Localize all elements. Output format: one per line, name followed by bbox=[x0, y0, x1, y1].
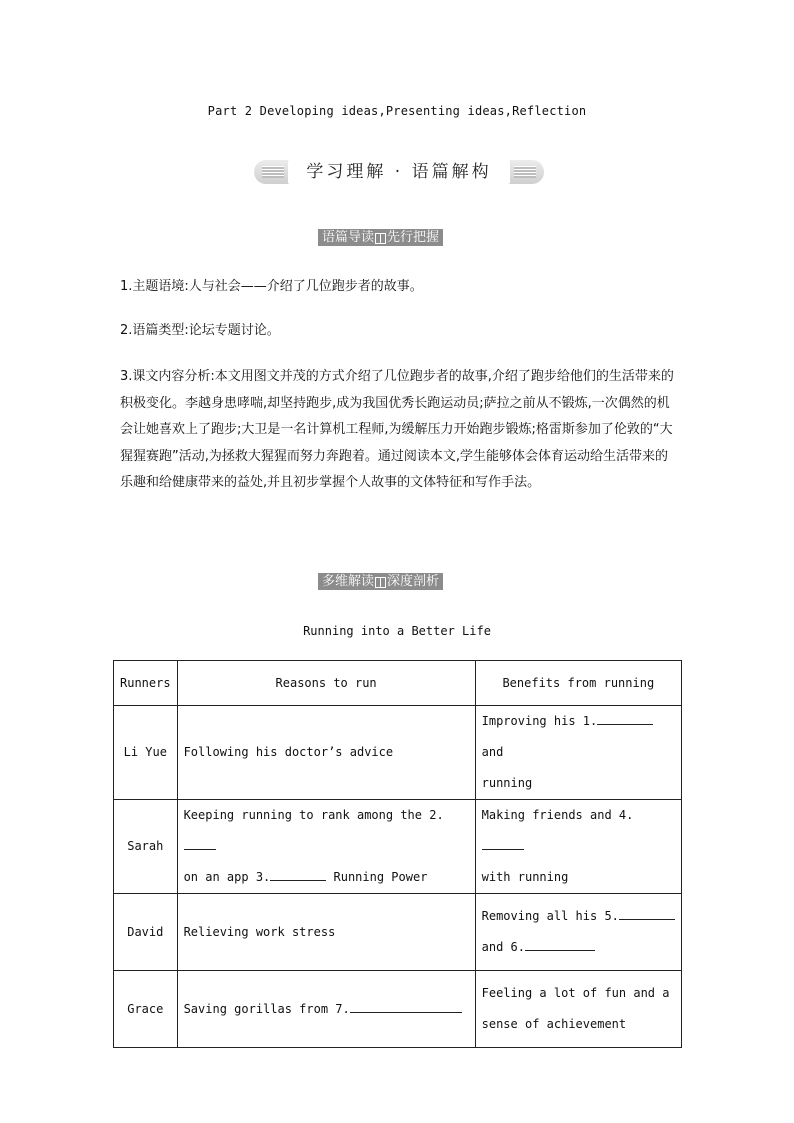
reason-cell bbox=[177, 894, 475, 971]
benefit-cell bbox=[475, 706, 681, 800]
section-banner bbox=[254, 160, 544, 184]
blank-2[interactable] bbox=[184, 837, 216, 850]
blank-5[interactable] bbox=[619, 907, 675, 920]
reason-text: Following his doctor’s advice bbox=[183, 745, 394, 759]
runners-table bbox=[113, 660, 682, 1048]
part-title: Part 2 Developing ideas,Presenting ideas,Reflection bbox=[207, 104, 587, 118]
reason-cell bbox=[177, 706, 475, 800]
blank-7[interactable] bbox=[350, 1000, 462, 1013]
runner-name: David bbox=[114, 894, 178, 971]
table-title: Running into a Better Life bbox=[303, 624, 491, 638]
blank-1[interactable] bbox=[597, 712, 653, 725]
header-reasons: Reasons to run bbox=[177, 661, 475, 706]
book-icon bbox=[375, 576, 386, 587]
blank-3[interactable] bbox=[270, 868, 326, 881]
benefit-text: Removing all his 5. bbox=[481, 909, 619, 923]
benefit-cell bbox=[475, 971, 681, 1048]
blank-6[interactable] bbox=[525, 938, 595, 951]
reason-cell bbox=[177, 800, 475, 894]
banner-left-decoration bbox=[262, 166, 284, 178]
tag-right-text: 深度剖析 bbox=[387, 574, 440, 589]
benefit-text: and 6. bbox=[481, 940, 525, 954]
banner-title: 学习理解 · 语篇解构 bbox=[306, 162, 492, 182]
table-row bbox=[114, 971, 682, 1048]
table-header-row bbox=[114, 661, 682, 706]
table-row bbox=[114, 706, 682, 800]
header-benefits: Benefits from running bbox=[475, 661, 681, 706]
reason-cell bbox=[177, 971, 475, 1048]
benefit-text: sense of achievement bbox=[481, 1017, 627, 1031]
reason-text: Relieving work stress bbox=[183, 924, 336, 939]
runner-name: Sarah bbox=[114, 800, 178, 894]
benefit-text: running bbox=[481, 776, 533, 790]
benefit-cell bbox=[475, 894, 681, 971]
runner-name: Grace bbox=[114, 971, 178, 1048]
section-tag-reading-guide bbox=[318, 229, 443, 246]
tag-left-text: 多维解读 bbox=[322, 574, 375, 589]
point-3: 3.课文内容分析:本文用图文并茂的方式介绍了几位跑步者的故事,介绍了跑步给他们的生活带来的积极变化。李越身患哮喘,却坚持跑步,成为我国优秀长跑运动员;萨拉之前从不锻炼,一次偶然的机会让她喜欢上了跑步;大卫是一名计算机工程师,为缓解压力开始跑步锻炼;格雷斯参加了伦敦的“大猩猩赛跑”活动,为拯救大猩猩而努力奔跑着。通过阅读本文,学生能够体会体育运动给生活带来的乐趣和给健康带来的益处,并且初步掌握个人故事的文体特征和写作手法。 bbox=[120, 369, 674, 490]
blank-4[interactable] bbox=[482, 837, 524, 850]
benefit-text: with running bbox=[481, 870, 569, 884]
table-row bbox=[114, 800, 682, 894]
table-row bbox=[114, 894, 682, 971]
benefit-text: Feeling a lot of fun and a bbox=[481, 986, 670, 1000]
section-tag-deep-analysis bbox=[318, 573, 443, 590]
reason-text: Saving gorillas from 7. bbox=[183, 1001, 350, 1016]
reason-text: on an app 3. bbox=[183, 870, 271, 884]
tag-right-text: 先行把握 bbox=[387, 230, 440, 245]
benefit-text: and bbox=[481, 745, 504, 759]
reason-text: Running Power bbox=[326, 870, 428, 884]
point-1: 1.主题语境:人与社会——介绍了几位跑步者的故事。 bbox=[120, 279, 423, 294]
runner-name: Li Yue bbox=[114, 706, 178, 800]
book-icon bbox=[375, 232, 386, 243]
tag-left-text: 语篇导读 bbox=[322, 230, 375, 245]
banner-right-decoration bbox=[514, 166, 536, 178]
reason-text: Keeping running to rank among the 2. bbox=[183, 808, 444, 822]
point-2: 2.语篇类型:论坛专题讨论。 bbox=[120, 323, 280, 338]
benefit-cell bbox=[475, 800, 681, 894]
benefit-text: Improving his 1. bbox=[481, 714, 598, 728]
benefit-text: Making friends and 4. bbox=[481, 808, 634, 822]
header-runners: Runners bbox=[114, 661, 178, 706]
